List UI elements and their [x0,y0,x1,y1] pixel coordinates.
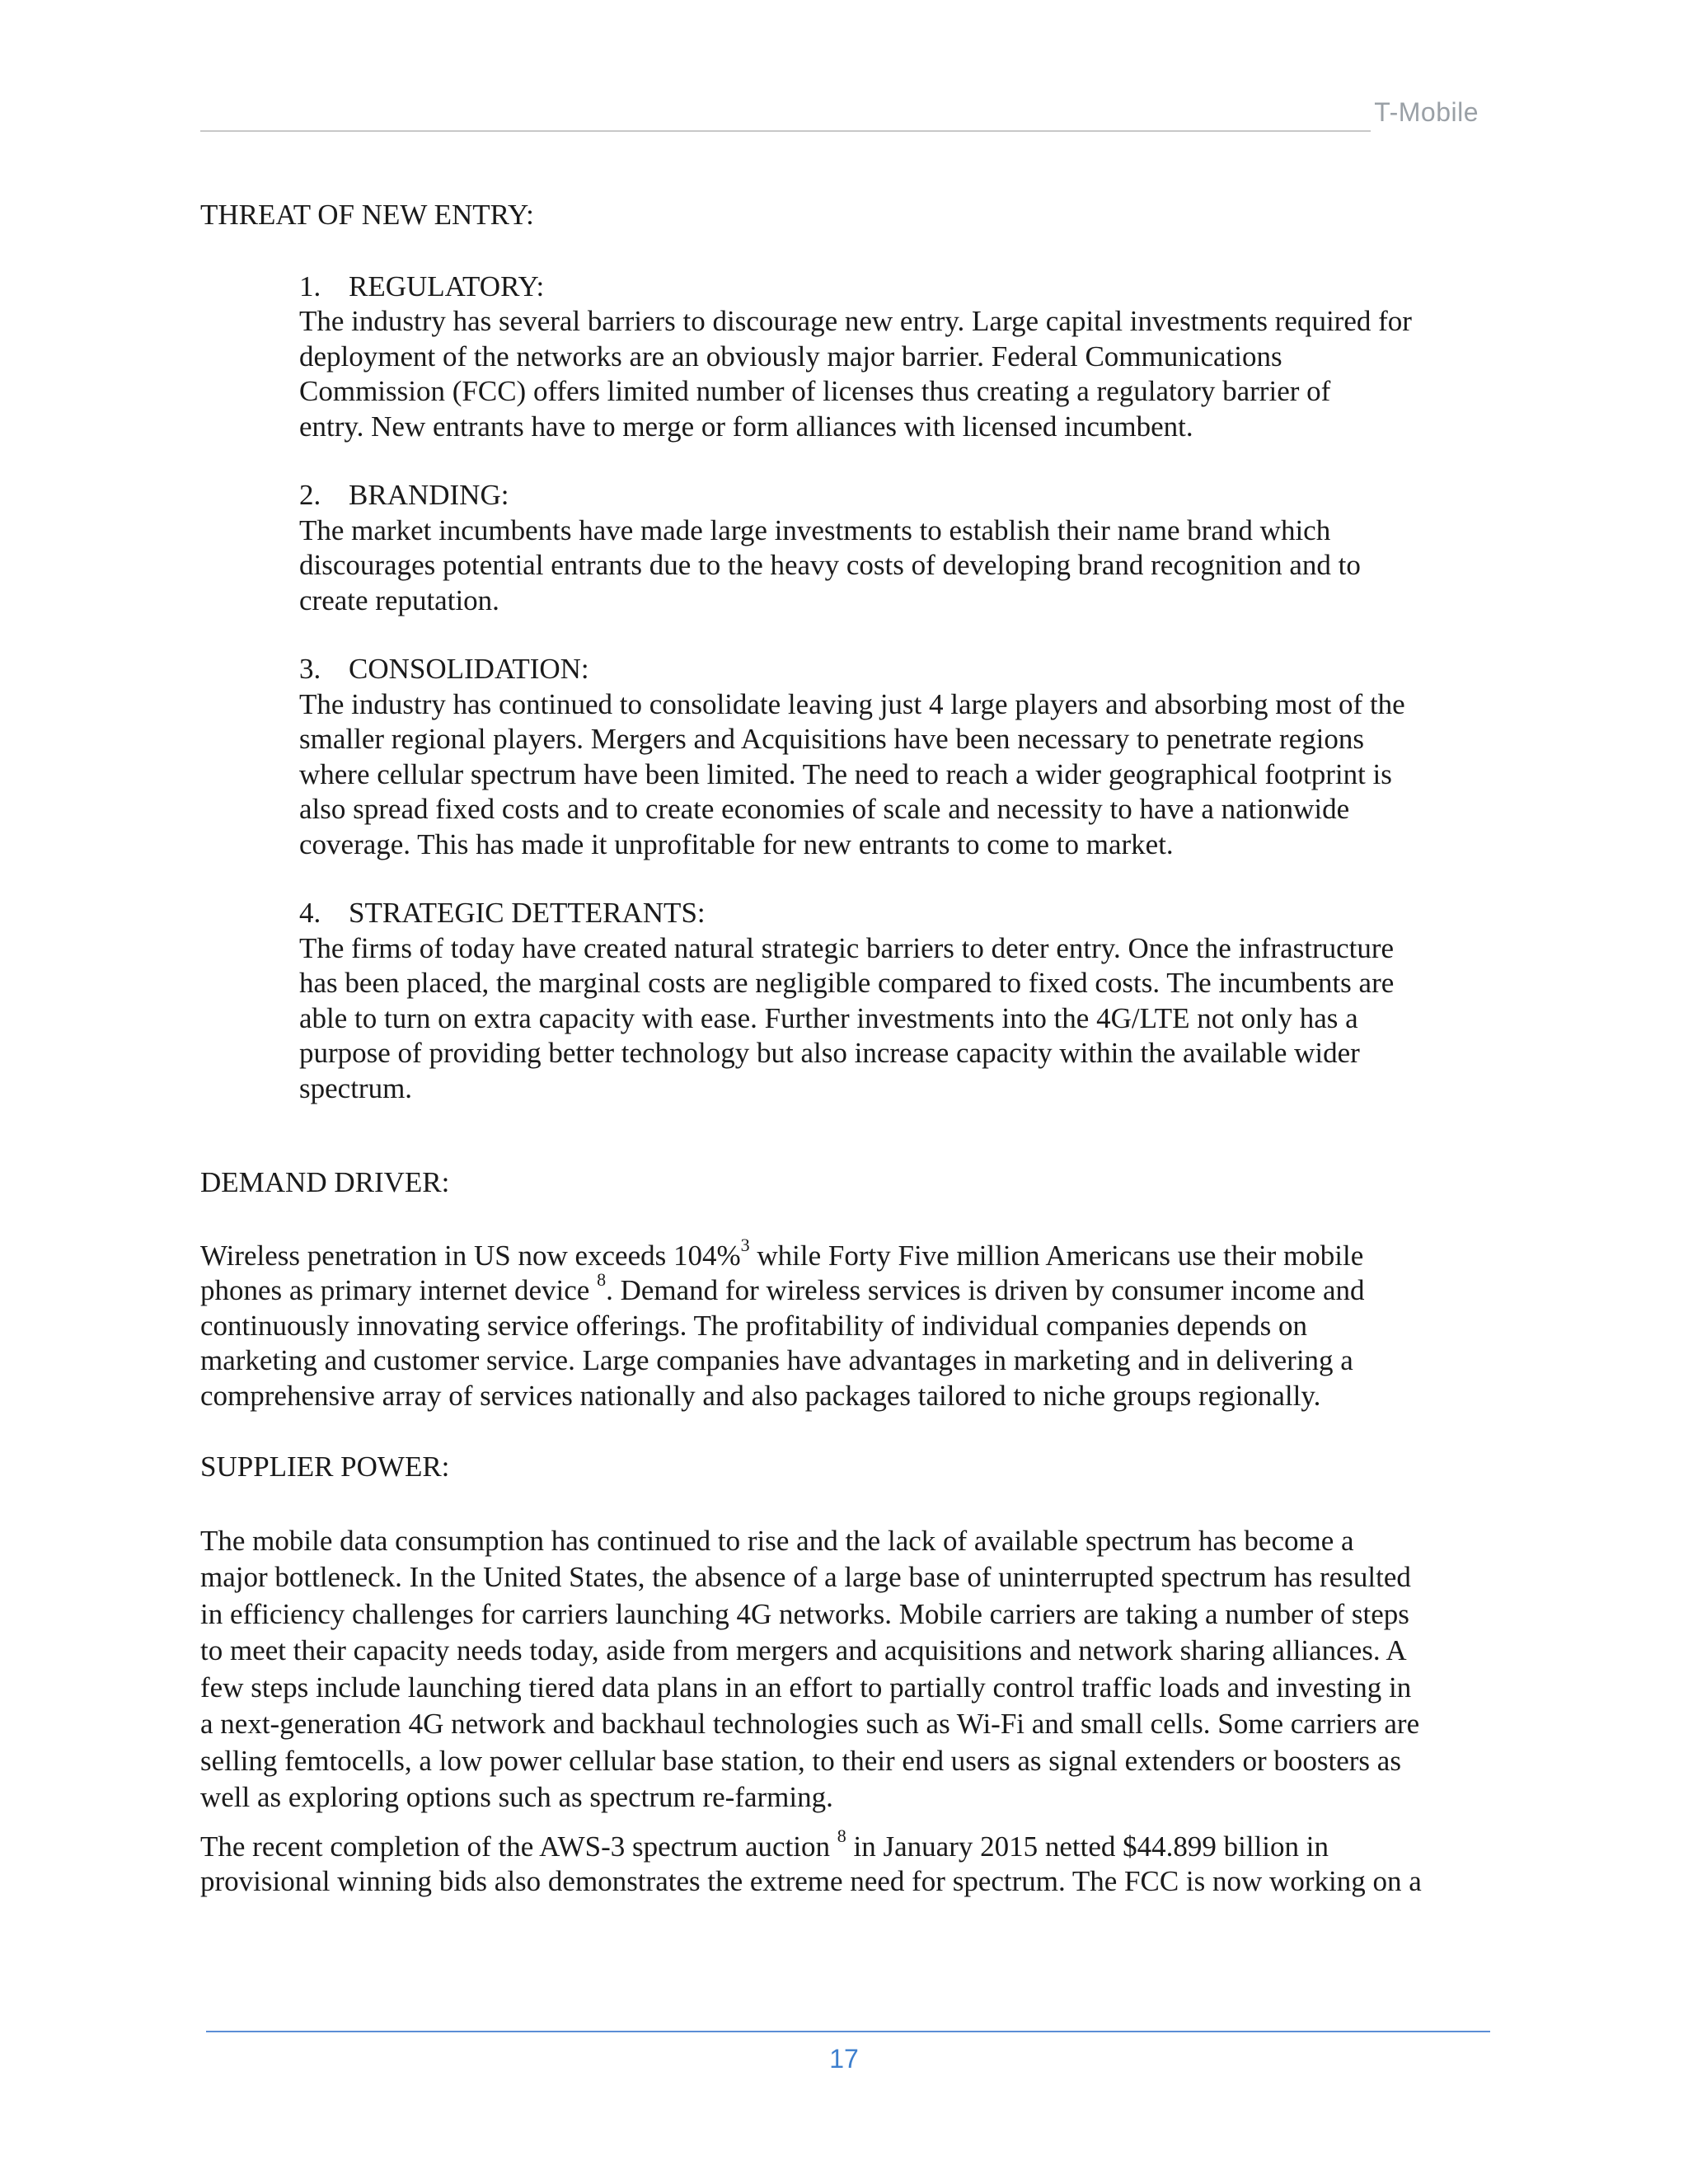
text-line: able to turn on extra capacity with ease. Further investments into the 4G/LTE not only has a [299,1001,1358,1034]
text-line: purpose of providing better technology but also increase capacity within the available wider [299,1037,1360,1069]
section-heading-demand: DEMAND DRIVER: [200,1166,450,1198]
item-title [299,269,1494,305]
text-line: comprehensive array of services nationally and also packages tailored to niche groups regionally. [200,1379,1321,1412]
item-title [299,652,1494,687]
text-line: major bottleneck. In the United States, the absence of a large base of uninterrupted spectrum has resulted [200,1561,1411,1593]
item-number: 1. [299,269,321,302]
item-title-text: STRATEGIC DETTERANTS: [349,897,706,929]
item-title-text: REGULATORY: [349,269,545,302]
item-number: 2. [299,479,321,511]
text-line [200,1269,1494,1309]
item-title-text: CONSOLIDATION: [349,653,589,685]
text-run: phones as primary internet device [200,1274,598,1306]
text-line: smaller regional players. Mergers and Acquisitions have been necessary to penetrate regions [299,723,1364,755]
text-line: create reputation. [299,583,499,616]
paragraph-supplier-1 [200,1523,1494,1816]
text-line: well as exploring options such as spectrum re-farming. [200,1781,833,1813]
text-line: in efficiency challenges for carriers launching 4G networks. Mobile carriers are taking a number of steps [200,1597,1409,1630]
threat-list [299,269,1494,1107]
running-header: T-Mobile [1374,97,1479,127]
item-body [299,304,1494,444]
text-line: The mobile data consumption has continued to rise and the lack of available spectrum has become a [200,1524,1354,1557]
paragraph-demand [200,1234,1494,1414]
text-line: a next-generation 4G network and backhaul technologies such as Wi-Fi and small cells. Some carriers are [200,1708,1420,1740]
list-item-strategic-deterrents [299,896,1494,1106]
text-line: spectrum. [299,1071,413,1104]
text-run: The recent completion of the AWS-3 spectrum auction [200,1830,837,1863]
page-content [200,198,1494,1900]
text-line: also spread fixed costs and to create economies of scale and necessity to have a nationwide [299,793,1350,825]
text-line: has been placed, the marginal costs are negligible compared to fixed costs. The incumbents are [299,967,1395,999]
text-line: coverage. This has made it unprofitable for new entrants to come to market. [299,827,1174,860]
item-number: 4. [299,897,321,929]
text-line: The firms of today have created natural strategic barriers to deter entry. Once the infrastructure [299,931,1395,964]
text-line: The industry has several barriers to discourage new entry. Large capital investments required for [299,305,1412,337]
item-title [299,896,1494,931]
text-line: continuously innovating service offerings. The profitability of individual companies depends on [200,1309,1308,1342]
text-line [200,1825,1494,1865]
footer-rule [206,2031,1490,2032]
item-body [299,513,1494,619]
text-line [200,1234,1494,1274]
text-line: marketing and customer service. Large companies have advantages in marketing and in delivering a [200,1344,1353,1376]
text-line: provisional winning bids also demonstrates the extreme need for spectrum. The FCC is now working on a [200,1865,1422,1897]
list-item-regulatory [299,269,1494,445]
item-title [299,478,1494,513]
header-rule [200,130,1371,132]
item-body [299,687,1494,863]
section-heading-threat: THREAT OF NEW ENTRY: [200,199,534,231]
list-item-branding [299,478,1494,618]
text-line: to meet their capacity needs today, aside from mergers and acquisitions and network sharing alliances. A [200,1634,1407,1666]
page-number: 17 [829,2044,859,2074]
item-number: 3. [299,653,321,685]
footnote-ref: 8 [597,1269,607,1291]
text-run: while Forty Five million Americans use their mobile [749,1239,1364,1272]
text-line: The industry has continued to consolidate leaving just 4 large players and absorbing most of the [299,687,1405,720]
text-line: few steps include launching tiered data plans in an effort to partially control traffic loads and investing in [200,1671,1412,1704]
text-line: Commission (FCC) offers limited number of licenses thus creating a regulatory barrier of [299,375,1331,407]
item-title-text: BRANDING: [349,479,509,511]
text-line: The market incumbents have made large investments to establish their name brand which [299,513,1331,546]
text-line: entry. New entrants have to merge or form alliances with licensed incumbent. [299,410,1193,443]
text-line: where cellular spectrum have been limited. The need to reach a wider geographical footprint is [299,757,1392,790]
footnote-ref: 8 [837,1825,846,1846]
footnote-ref: 3 [740,1234,750,1255]
text-line: selling femtocells, a low power cellular base station, to their end users as signal extenders or boosters as [200,1744,1401,1777]
text-run: Wireless penetration in US now exceeds 104% [200,1239,741,1272]
text-line: discourages potential entrants due to the heavy costs of developing brand recognition and to [299,549,1361,581]
text-line: deployment of the networks are an obviously major barrier. Federal Communications [299,340,1282,373]
item-body [299,931,1494,1107]
paragraph-supplier-2 [200,1825,1494,1900]
text-run: in January 2015 netted $44.899 billion in [846,1830,1329,1863]
section-heading-supplier: SUPPLIER POWER: [200,1451,450,1483]
list-item-consolidation [299,652,1494,862]
text-run: . Demand for wireless services is driven by consumer income and [606,1274,1365,1306]
